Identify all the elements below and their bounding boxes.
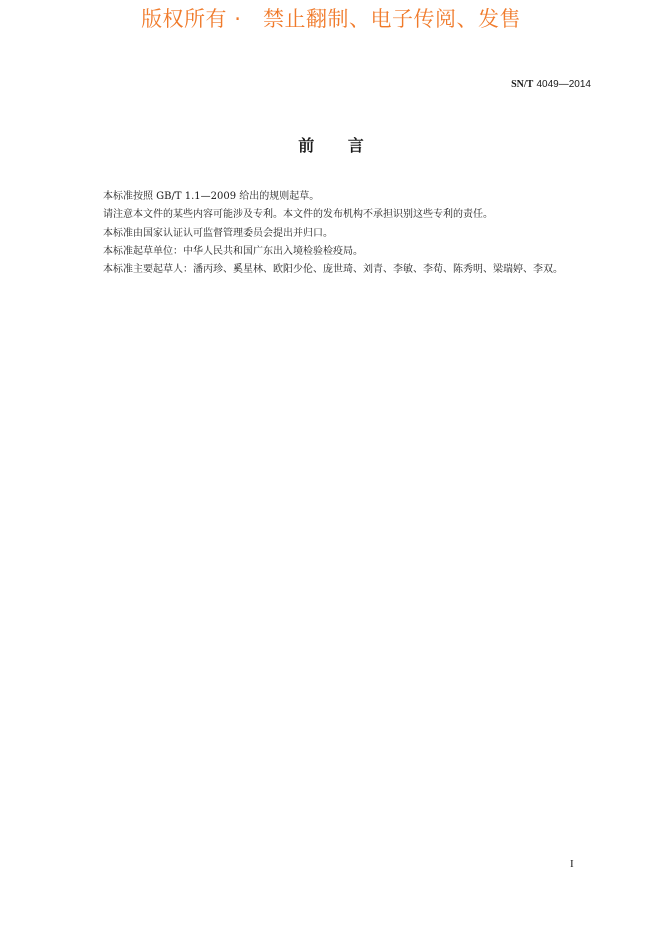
preface-body: [103, 188, 593, 279]
preface-paragraph-drafting-rules: 本标准按照 GB/T 1.1—2009 给出的规则起草。: [103, 191, 320, 202]
page-number: I: [570, 858, 574, 870]
copyright-watermark: 版权所有 · 禁止翻制、电子传阅、发售: [141, 7, 521, 31]
preface-paragraph-drafters: 本标准主要起草人：潘丙珍、奚星林、欧阳少伦、庞世琦、刘青、李敏、李荀、陈秀明、梁瑞婷、李双。: [103, 264, 563, 276]
preface-paragraph-proposer: 本标准由国家认证认可监督管理委员会提出并归口。: [103, 227, 333, 239]
preface-paragraph-drafting-unit: 本标准起草单位：中华人民共和国广东出入境检验检疫局。: [103, 245, 363, 257]
standard-code-number: 4049—2014: [536, 79, 591, 90]
preface-title: 前 言: [298, 136, 364, 155]
standard-code: [511, 78, 591, 92]
preface-paragraph-patent-notice: 请注意本文件的某些内容可能涉及专利。本文件的发布机构不承担识别这些专利的责任。: [103, 209, 493, 221]
standard-code-prefix: SN/T: [511, 79, 534, 90]
